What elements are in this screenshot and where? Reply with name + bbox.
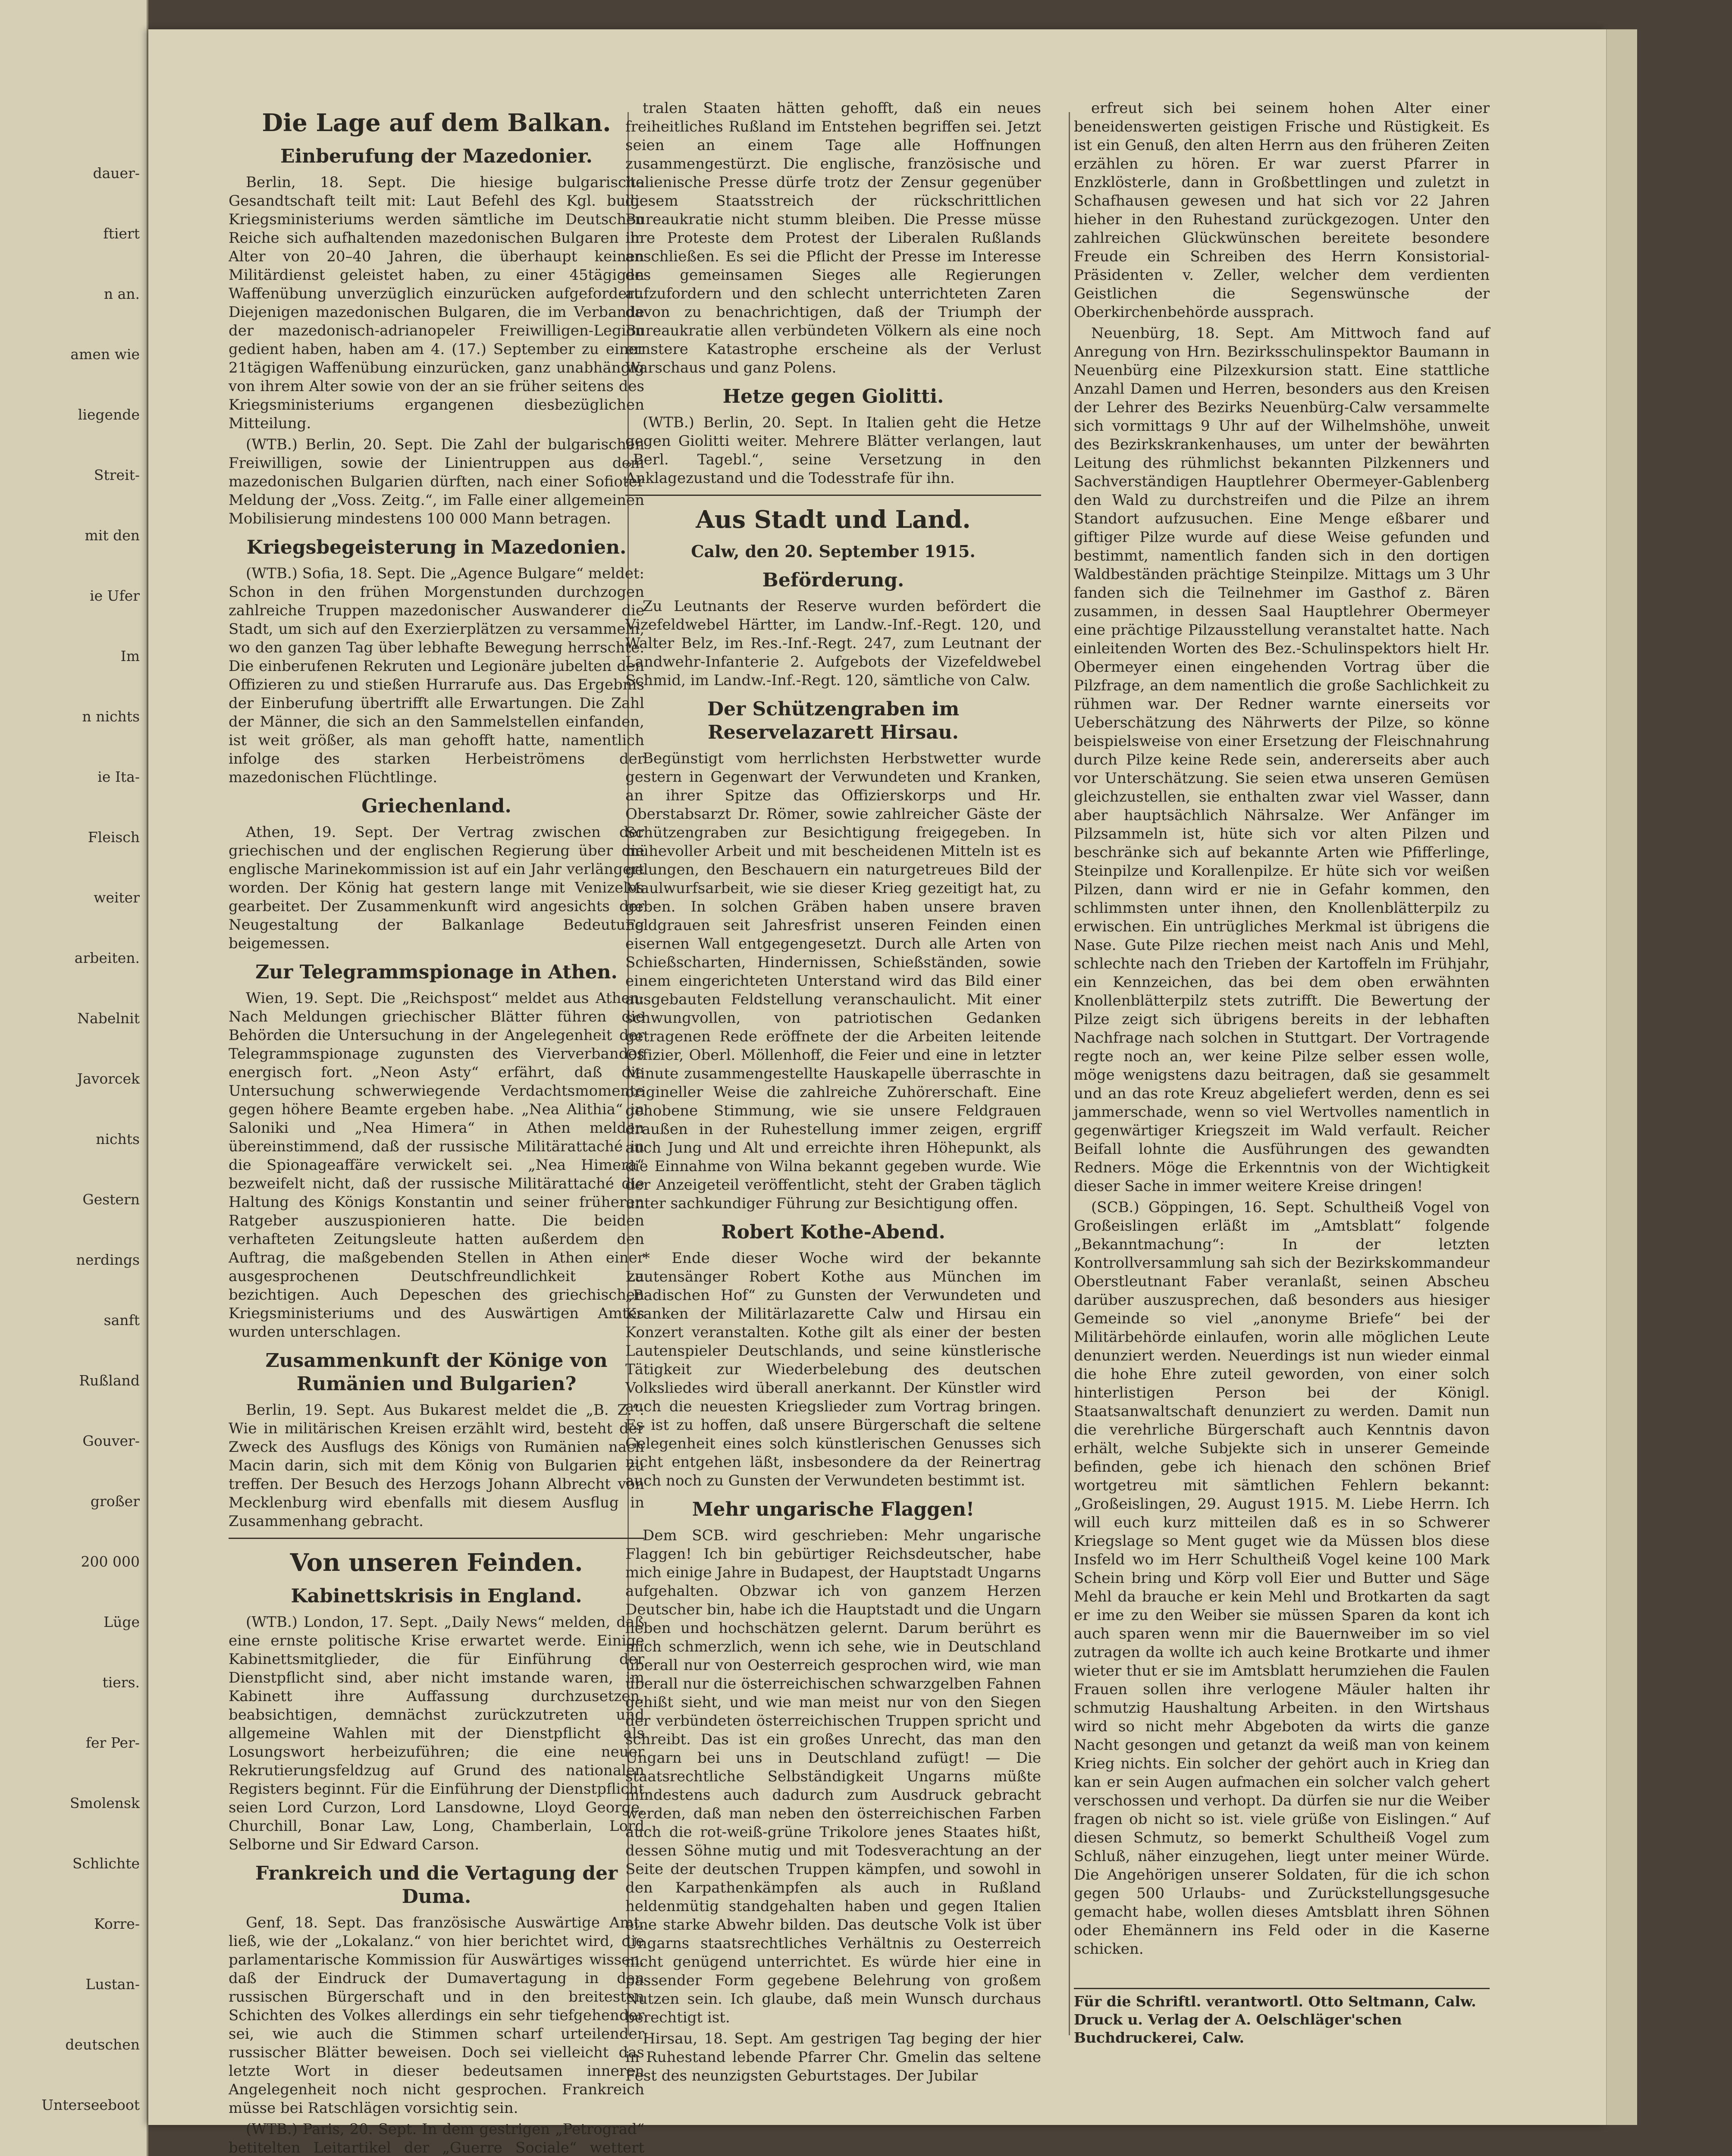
left-page-fragment-line: ie Ufer — [90, 587, 140, 604]
article-paragraph: Neuenbürg, 18. Sept. Am Mittwoch fand auf Anregung von Hrn. Bezirksschulinspektor Baumann in Neuenbürg eine Pilzexkursion statt. Eine stattliche Anzahl Damen und Herren, besonders aus den Kreisen der Lehrer des Bezirks Neuenbürg-Calw versammelte sich vormittags 9 Uhr auf der Wilhelmshöhe, unweit des Bezirkskrankenhauses, um unter der bewährten Leitung des rühmlichst bekannten Pilzkenners und Sachverständigen Hauptlehrer Obermeyer-Gablenberg den Wald zu durchstreifen und die Pilze an ihrem Standort aufzusuchen. Eine Menge eßbarer und giftiger Pilze wurde auf diese Weise gefunden und bestimmt, namentlich fanden sich in den dortigen Waldbeständen prächtige Steinpilze. Mittags um 3 Uhr fanden sich die Teilnehmer im Gasthof z. Bären zusammen, in dessen Saal Hauptlehrer Obermeyer eine prächtige Pilzausstellung veranstaltet hatte. Nach einleitenden Worten des Bez.-Schulinspektors hielt Hr. Obermeyer einen eingehenden Vortrag über die Pilzfrage, an dem namentlich die große Sachlichkeit zu rühmen war. Der Redner warnte einerseits vor Ueberschätzung des Nährwerts der Pilze, so könne beispielsweise von einer Ersetzung der Fleischnahrung durch Pilze keine Rede sein, andererseits aber auch vor Unterschätzung. Sie seien etwa unseren Gemüsen gleichzustellen, sie enthalten zwar viel Wasser, dann aber hauptsächlich Nährsalze. Wer Anfänger im Pilzsammeln ist, hüte sich vor alten Pilzen und beschränke sich auf bekannte Arten wie Pfifferlinge, Steinpilze und Korallenpilze. Er hüte sich vor weißen Pilzen, dann wird er nie in Gefahr kommen, den schlimmsten unter ihnen, den Knollenblätterpilz zu erwischen. Ein untrügliches Merkmal ist übrigens die Nase. Gute Pilze riechen meist nach Anis und Mehl, schlechte nach den Trieben der Kartoffeln im Frühjahr, ein Kennzeichen, das bei dem oben erwähnten Knollenblätterpilz stets zutrifft. Die Bewertung der Pilze zeigt sich übrigens bereits in der lebhaften Nachfrage nach solchen in Stuttgart. Der Vortragende regte noch an, wer keine Pilze selber essen wolle, möge wenigstens dazu beitragen, daß sie gesammelt und an das rote Kreuz abgeliefert werden, denn es sei jammerschade, wenn so viel Wertvolles namentlich in gegenwärtiger Kriegszeit im Wald verfault. Reicher Beifall lohnte die Ausführungen des gewandten Redners. Möge die Erkenntnis von der Wichtigkeit dieser Sache in immer weitere Kreise dringen! — [1074, 325, 1490, 1195]
imprint-footer — [1074, 1988, 1490, 2047]
headline-zusammenkunft: Zusammenkunft der Könige von Rumänien und Bulgarien? — [265, 1350, 608, 1395]
headline-kothe-abend: Robert Kothe-Abend. — [721, 1221, 945, 1243]
dateline: Calw, den 20. September 1915. — [691, 542, 976, 561]
section-rule — [625, 495, 1041, 496]
left-page-fragment-line: Fleisch — [88, 829, 140, 846]
article-paragraph: Wien, 19. Sept. Die „Reichspost“ meldet aus Athen: Nach Meldungen griechischer Blätter führen die Behörden die Untersuchung in der Angelegenheit der Telegrammspionage zugunsten des Vierverbandes energisch fort. „Neon Asty“ erfährt, daß die Untersuchung schwerwiegende Verdachtsmomente gegen höhere Beamte ergeben habe. „Nea Alithia“ in Saloniki und „Nea Himera“ in Athen melden übereinstimmend, daß der russische Militärattaché in die Spionageaffäre verwickelt sei. „Nea Himera“ bezweifelt nicht, daß der russische Militärattaché die Haltung des Königs Konstantin und seiner früheren Ratgeber auszuspionieren hatte. Die beiden verhafteten Zeitungsleute hatten außerdem den Auftrag, die maßgebenden Stellen in Athen einer ausgesprochenen Deutschfreundlichkeit zu bezichtigen. Auch Depeschen des griechischen Kriegsministeriums und des Auswärtigen Amtes wurden unterschlagen. — [229, 990, 644, 1341]
section-title-balkan: Die Lage auf dem Balkan. — [262, 109, 611, 137]
article-paragraph: Dem SCB. wird geschrieben: Mehr ungarische Flaggen! Ich bin gebürtiger Reichsdeutscher, habe mich einige Jahre in Budapest, der Hauptstadt Ungarns aufgehalten. Obzwar ich von ganzem Herzen Deutscher bin, habe ich die Hauptstadt und die Ungarn lieben und hochschätzen gelernt. Darum berührt es mich schmerzlich, wenn ich sehe, wie in Deutschland überall nur von Oesterreich gesprochen wird, wie man überall nur die österreichischen schwarzgelben Fahnen gehißt sieht, und wie man meist nur von den Siegen der verbündeten österreichischen Truppen spricht und schreibt. Das ist ein großes Unrecht, das man den Ungarn bei uns in Deutschland zufügt! — Die staatsrechtliche Selbständigkeit Ungarns müßte mindestens auch dadurch zum Ausdruck gebracht werden, daß man neben den österreichischen Farben auch die rot-weiß-grüne Trikolore jenes Staates hißt, dessen Söhne mutig und mit Todesverachtung an der Seite der deutschen Truppen kämpfen, und sowohl in den Karpathenkämpfen als auch in Rußland heldenmütig standgehalten haben und gegen Italien eine starke Abwehr bilden. Das deutsche Volk ist über Ungarns staatsrechtliches Verhältnis zu Oesterreich nicht genügend unterrichtet. Es würde hier eine in passender Form gegebene Belehrung von großem Nutzen sein. Ich glaube, daß mein Wunsch durchaus berechtigt ist. — [625, 1527, 1041, 2026]
headline-telegrammspionage: Zur Telegrammspionage in Athen. — [255, 961, 618, 983]
left-page-fragment-line: weiter — [94, 889, 140, 906]
article-paragraph: Hirsau, 18. Sept. Am gestrigen Tag beging der hier in Ruhestand lebende Pfarrer Chr. Gmelin das seltene Fest des neunzigsten Geburtstages. Der Jubilar — [625, 2030, 1041, 2084]
left-page-fragment-line: arbeiten. — [74, 950, 140, 966]
article-paragraph: Berlin, 18. Sept. Die hiesige bulgarische Gesandtschaft teilt mit: Laut Befehl des Kgl. bulg. Kriegsministeriums werden sämtliche im Deutschen Reiche sich aufhaltenden mazedonischen Bulgaren im Alter von 20–40 Jahren, die überhaupt keinen Militärdienst geleistet haben, zu einer 45tägigen Waffenübung unverzüglich einzurücken aufgefordert. Diejenigen mazedonischen Bulgaren, die im Verbande der mazedonisch-adrianopeler Freiwilligen-Legion gedient haben, haben am 4. (17.) September zu einer 21tägigen Waffenübung einzurücken, ganz unabhängig von ihrem Alter sowie von der an sie früher seitens des Kriegsministeriums ergangenen diesbezüglichen Mitteilung. — [229, 174, 644, 432]
section-rule — [229, 1538, 644, 1539]
article-paragraph: Berlin, 19. Sept. Aus Bukarest meldet die „B. Z.“: Wie in militärischen Kreisen erzählt wird, besteht der Zweck des Ausflugs des Königs von Rumänien nach Macin darin, sich mit dem König von Bulgarien zu treffen. Der Besuch des Herzogs Johann Albrecht von Mecklenburg wird ebenfalls mit diesem Ausflug in Zusammenhang gebracht. — [229, 1401, 644, 1530]
headline-schuetzengraben: Der Schützengraben im Reservelazarett Hirsau. — [707, 698, 960, 743]
left-page-fragment-line: ie Ita- — [97, 768, 140, 785]
left-page-fragment-line: Gestern — [82, 1191, 140, 1208]
left-page-fragment-line: Smolensk — [69, 1795, 140, 1811]
headline-mazedonier: Einberufung der Mazedonier. — [280, 145, 593, 167]
headline-griechenland: Griechenland. — [361, 795, 511, 817]
article-paragraph: Athen, 19. Sept. Der Vertrag zwischen der griechischen und der englischen Regierung über die englische Marinekommission ist auf ein Jahr verlängert worden. Der König hat gestern lange mit Venizelos gearbeitet. Der Zusammenkunft wird angesichts der Neugestaltung der Balkanlage Bedeutung beigemessen. — [229, 824, 644, 952]
imprint-printer: Druck u. Verlag der A. Oelschläger'schen Buchdruckerei, Calw. — [1074, 2011, 1402, 2046]
left-page-fragment-line: Gouver- — [82, 1432, 140, 1449]
left-page-fragment-line: nichts — [96, 1131, 140, 1147]
left-page-fragment-line: tiers. — [102, 1674, 140, 1691]
left-page-fragment-line: Javorcek — [77, 1070, 140, 1087]
left-page-fragment-line: 200 000 — [81, 1553, 140, 1570]
left-page-fragment — [0, 0, 148, 2156]
column-divider — [1069, 112, 1070, 2035]
left-page-fragment-line: deutschen — [65, 2036, 140, 2053]
article-paragraph: (WTB.) London, 17. Sept. „Daily News“ melden, daß eine ernste politische Krise erwartet werde. Einige Kabinettsmitglieder, die für Einführung der Dienstpflicht sind, aber nicht imstande waren, im Kabinett ihre Auffassung durchzusetzen, beabsichtigen, demnächst zurückzutreten und allgemeine Wahlen mit der Dienstpflicht als Losungswort herbeizuführen; die eine neuer Rekrutierungsfeldzug auf Grund des nationalen Registers beginnt. Für die Einführung der Dienstpflicht seien Lord Curzon, Lord Lansdowne, Lloyd George, Churchill, Bonar Law, Long, Chamberlain, Lord Selborne und Sir Edward Carson. — [229, 1614, 644, 1853]
article-paragraph: * Ende dieser Woche wird der bekannte Lautensänger Robert Kothe aus München im „Badischen Hof“ zu Gunsten der Verwundeten und Kranken der Militärlazarette Calw und Hirsau ein Konzert veranstalten. Kothe gilt als einer der besten Lautenspieler Deutschlands, und seine künstlerische Tätigkeit zur Wiederbelebung des deutschen Volksliedes wird überall anerkannt. Der Künstler wird auch die neuesten Kriegslieder zum Vortrag bringen. Es ist zu hoffen, daß unsere Bürgerschaft die seltene Gelegenheit eines solch künstlerischen Genusses sich nicht entgehen läßt, insbesondere da der Reinertrag auch noch zu Gunsten der Verwundeten bestimmt ist. — [625, 1250, 1041, 1489]
left-page-fragment-line: großer — [90, 1493, 140, 1510]
headline-kabinettskrisis: Kabinettskrisis in England. — [291, 1585, 582, 1607]
left-page-fragment-line: mit den — [85, 527, 140, 544]
headline-hetze-giolitti: Hetze gegen Giolitti. — [722, 385, 944, 407]
article-paragraph: (SCB.) Göppingen, 16. Sept. Schultheiß Vogel von Großeislingen erläßt im „Amtsblatt“ folgende „Bekanntmachung“: In der letzten Kontrollversammlung sah sich der Bezirkskommandeur Oberstleutnant Faber veranlaßt, seinen Abscheu darüber auszusprechen, daß besonders aus hiesiger Gemeinde so viel „anonyme Briefe“ bei der Militärbehörde einlaufen, worin alle möglichen Leute denunziert werden. Neuerdings ist nun wieder einmal die hohe Ehre zuteil geworden, von einer solch hinterlistigen Person bei der Königl. Staatsanwaltschaft denunziert zu werden. Damit nun die verehrliche Bürgerschaft auch Kenntnis davon erhält, welche Subjekte sich in unserer Gemeinde befinden, gebe ich hienach den schönen Brief wortgetreu mit sämtlichen Fehlern bekannt: „Großeislingen, 29. August 1915. M. Liebe Herrn. Ich will euch kurz mitteilen daß es in so Schwerer Kriegslage so Ment guget wie da Müssen blos diese Insfeld wo im Herr Schultheiß Vogel keine 100 Mark Schein bring und Körp voll Eier und Butter und Säge Mehl da brauche er kein Mehl und Brotkarten da sagt er ime zu den Weiber sie müssen Sparen da kont ich auch sparen wenn mir die Bauernweiber im so viel zutragen da wollte ich auch keine Brotkarte und ihmer wieter thut er sie im Amtsblatt herumziehen die Faulen Frauen sollen ihre verlogene Mäuler halten ihr schmutzig Haushaltung Arbeiten. in den Wirtshaus wird so nicht mehr Abgeboten da wirts die ganze Nacht gesongen und getanzt da weiß man von keinem Krieg nichts. Ein solcher der gehört auch in Krieg dan kan er sein Augen aufmachen ein solcher valch gehert verschossen und verhopt. Da dürfen sie nur die Weiber fragen ob nicht so ist. viele grüße von Eislingen.“ Auf diesen Schmutz, so bemerkt Schultheiß Vogel zum Schluß, näher einzugehen, liegt unter meiner Würde. Die Angehörigen unserer Soldaten, für die ich schon gegen 500 Urlaubs- und Zurückstellungsgesuche gemacht habe, wollen dieses Amtsblatt ihren Söhnen oder Ehemännern ins Feld oder in die Kaserne schicken. — [1074, 1199, 1490, 1958]
left-page-fragment-line: Nabelnit — [77, 1010, 140, 1027]
left-page-fragment-line: ftiert — [103, 225, 140, 242]
left-page-fragment-line: Streit- — [94, 467, 140, 483]
left-page-fragment-line: amen wie — [70, 346, 140, 363]
left-page-fragment-line: liegende — [78, 406, 140, 423]
left-page-fragment-line: Lüge — [104, 1614, 140, 1630]
article-paragraph: Zu Leutnants der Reserve wurden befördert die Vizefeldwebel Härtter, im Landw.-Inf.-Regt. 120, und Walter Belz, im Res.-Inf.-Regt. 247, zum Leutnant der Landwehr-Infanterie 2. Aufgebots der Vizefeldwebel Schmid, im Landw.-Inf.-Regt. 120, sämtliche von Calw. — [625, 598, 1041, 689]
page-edge — [1606, 29, 1637, 2125]
left-page-fragment-line: Korre- — [94, 1915, 140, 1932]
left-page-fragment-line: nerdings — [76, 1251, 140, 1268]
imprint-editor: Für die Schriftl. verantwortl. Otto Seltmann, Calw. — [1074, 1993, 1476, 2010]
article-paragraph: (WTB.) Paris, 20. Sept. In dem gestrigen „Petrograd“ betitelten Leitartikel der „Guerre Sociale“ wettert — [229, 2121, 644, 2156]
headline-befoerderung: Beförderung. — [762, 569, 904, 591]
article-paragraph: erfreut sich bei seinem hohen Alter einer beneidenswerten geistigen Frische und Rüstigkeit. Es ist ein Genuß, den alten Herrn aus den früheren Zeiten erzählen zu hören. Er war zuerst Pfarrer in Enzklösterle, dann in Großbettlingen und zuletzt in Schafhausen gewesen und hat sich vor 22 Jahren hieher in den Ruhestand zurückgezogen. Unter den zahlreichen Glückwünschen bereitete besondere Freude ein Schreiben des Herrn Konsistorial-Präsidenten v. Zeller, welcher dem verdienten Geistlichen die Segenswünsche der Oberkirchenbehörde aussprach. — [1074, 100, 1490, 321]
article-paragraph: Genf, 18. Sept. Das französische Auswärtige Amt, ließ, wie der „Lokalanz.“ von hier berichtet wird, die parlamentarische Kommission für Auswärtiges wissen, daß der Eindruck der Dumavertagung in den russischen Bürgerschaft und in den breitesten Schichten des Volkes allerdings ein sehr tiefgehender sei, wie auch die Stimmen scharf urteilender russischer Blätter beweisen. Doch sei vielleicht das letzte Wort in dieser bedeutsamen inneren Angelegenheit noch nicht gesprochen. Frankreich müsse bei Ratschlägen vorsichtig sein. — [229, 1914, 644, 2117]
column-3 — [1074, 99, 1490, 2065]
article-paragraph: (WTB.) Berlin, 20. Sept. In Italien geht die Hetze gegen Giolitti weiter. Mehrere Blätter verlangen, laut „Berl. Tagebl.“, seine Versetzung in den Anklagezustand und die Todesstrafe für ihn. — [625, 414, 1041, 487]
left-page-fragment-line: dauer- — [93, 165, 140, 182]
article-paragraph: Begünstigt vom herrlichsten Herbstwetter wurde gestern in Gegenwart der Verwundeten und Kranken, an ihrer Spitze das Offizierskorps und Hr. Oberstabsarzt Dr. Römer, sowie zahlreicher Gäste der Schützengraben zur Besichtigung freigegeben. In mühevoller Arbeit und mit bescheidenen Mitteln ist es gelungen, den Beschauern ein naturgetreues Bild der Maulwurfsarbeit, wie sie dieser Krieg gezeitigt hat, zu geben. In solchen Gräben haben unsere braven Feldgrauen seit Jahresfrist unseren Feinden einen eisernen Wall entgegengesetzt. Durch alle Arten von Schießscharten, Hindernissen, Schießständen, sowie einem eingerichteten Unterstand wird das Bild einer ausgebauten Feldstellung veranschaulicht. Mit einer schwungvollen, von patriotischen Gedanken getragenen Rede eröffnete der die Arbeiten leitende Offizier, Oberl. Möllenhoff, die Feier und eine in letzter Minute zusammengestellte Hauskapelle überraschte in origineller Weise die zahlreiche Zuhörerschaft. Eine gehobene Stimmung, wie sie unsere Feldgrauen draußen in der Ruhestellung immer zeigen, ergriff auch Jung und Alt und erreichte ihren Höhepunkt, als die Einnahme von Wilna bekannt gegeben wurde. Wie der Anzeigeteil veröffentlicht, steht der Graben täglich unter sachkundiger Führung zur Besichtigung offen. — [625, 750, 1041, 1212]
headline-kriegsbegeisterung: Kriegsbegeisterung in Mazedonien. — [246, 536, 627, 558]
left-page-fragment-line: Rußland — [79, 1372, 140, 1389]
article-paragraph: (WTB.) Berlin, 20. Sept. Die Zahl der bulgarischen Freiwilligen, sowie der Linientruppen aus dem mazedonischen Bulgarien dürften, nach einer Sofioter Meldung der „Voss. Zeitg.“, im Falle einer allgemeinen Mobilisierung mindestens 100 000 Mann betragen. — [229, 436, 644, 527]
left-page-fragment-line: Lustan- — [85, 1976, 140, 1993]
section-title-stadt-land: Aus Stadt und Land. — [696, 505, 971, 534]
left-page-fragment-line: n nichts — [82, 708, 140, 725]
article-paragraph: (WTB.) Sofia, 18. Sept. Die „Agence Bulgare“ meldet: Schon in den frühen Morgenstunden durchzogen zahlreiche Truppen mazedonischer Auswanderer die Stadt, um sich auf den Exerzierplätzen zu versammeln, wo den ganzen Tag über lebhafte Bewegung herrschte. Die einberufenen Rekruten und Legionäre jubelten den Offizieren zu und stießen Hurrarufe aus. Das Ergebnis der Einberufung übertrifft alle Erwartungen. Die Zahl der Männer, die sich an den Sammelstellen einfanden, ist weit größer, als man gehofft hatte, namentlich infolge des starken Herbeiströmens der mazedonischen Flüchtlinge. — [229, 565, 644, 786]
column-1 — [229, 99, 644, 2156]
left-page-fragment-line: Unterseeboot — [41, 2096, 140, 2113]
headline-ungarische-flaggen: Mehr ungarische Flaggen! — [692, 1498, 975, 1520]
left-page-fragment-line: Schlichte — [72, 1855, 140, 1872]
section-title-feinden: Von unseren Feinden. — [290, 1548, 583, 1577]
headline-frankreich-duma: Frankreich und die Vertagung der Duma. — [255, 1862, 618, 1908]
left-page-fragment-line: fer Per- — [85, 1734, 140, 1751]
left-page-fragment-line: Im — [120, 648, 140, 664]
column-2 — [625, 99, 1041, 2084]
left-page-fragment-line: n an. — [104, 285, 140, 302]
left-page-fragment-line: sanft — [104, 1312, 140, 1329]
article-paragraph: tralen Staaten hätten gehofft, daß ein neues freiheitliches Rußland im Entstehen begriffen sei. Jetzt seien an einem Tage alle Hoffnungen zusammengestürzt. Die englische, französische und italienische Presse dürfe trotz der Zensur gegenüber diesem Staatsstreich der rückschrittlichen Bureaukratie nicht stumm bleiben. Die Presse müsse ihre Proteste dem Protest der Liberalen Rußlands anschließen. Es sei die Pflicht der Presse im Interesse des gemeinsamen Sieges alle Regierungen aufzufordern und den schlecht unterrichteten Zaren davon zu benachrichtigen, daß der Triumph der Bureaukratie allen verbündeten Völkern als eine noch ernstere Katastrophe erscheine als der Verlust Warschaus und ganz Polens. — [625, 100, 1041, 376]
